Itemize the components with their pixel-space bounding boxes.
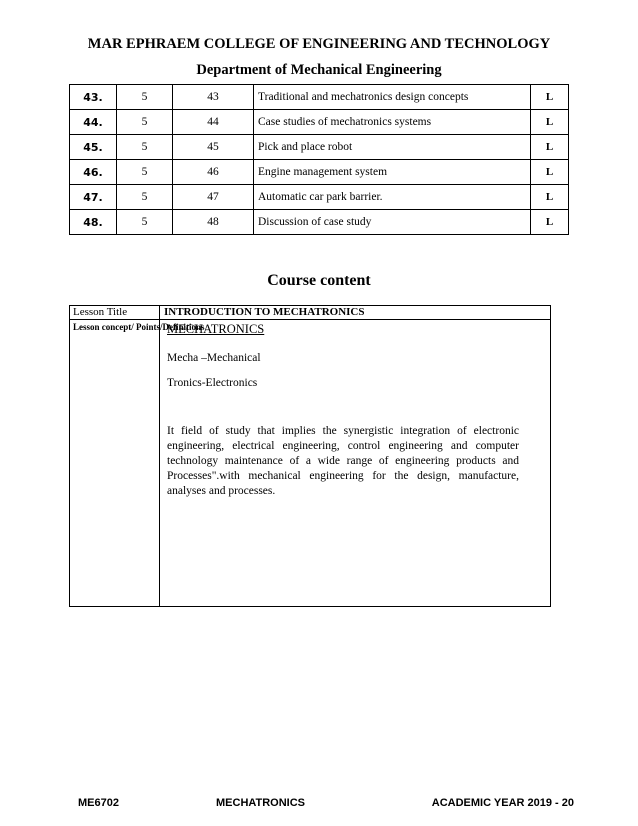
period-cell: 48 (173, 210, 254, 235)
row-number: 47. (70, 185, 117, 210)
unit-cell: 5 (117, 160, 173, 185)
row-number: 46. (70, 160, 117, 185)
period-cell: 44 (173, 110, 254, 135)
lesson-title-value: INTRODUCTION TO MECHATRONICS (164, 306, 365, 318)
topic-cell: Case studies of mechatronics systems (254, 110, 531, 135)
row-number: 43. (70, 85, 117, 110)
mode-cell: L (531, 85, 569, 110)
topic-cell: Engine management system (254, 160, 531, 185)
mode-cell: L (531, 110, 569, 135)
table-row (70, 110, 569, 135)
lesson-content (167, 322, 519, 499)
table-row (70, 185, 569, 210)
department-name: Department of Mechanical Engineering (196, 62, 442, 78)
footer-course-code: ME6702 (78, 797, 119, 809)
lesson-title-label: Lesson Title (73, 306, 128, 318)
content-line-tronics: Tronics-Electronics (167, 377, 258, 389)
mode-cell: L (531, 135, 569, 160)
row-number: 48. (70, 210, 117, 235)
table-row (70, 160, 569, 185)
table-row (70, 210, 569, 235)
footer-academic-year: ACADEMIC YEAR 2019 - 20 (431, 797, 574, 809)
content-heading: MECHATRONICS (167, 322, 265, 336)
table-row (70, 85, 569, 110)
topic-cell: Discussion of case study (254, 210, 531, 235)
mode-cell: L (531, 160, 569, 185)
schedule-table (69, 84, 569, 235)
period-cell: 47 (173, 185, 254, 210)
content-line-mecha: Mecha –Mechanical (167, 352, 261, 364)
topic-cell: Traditional and mechatronics design concepts (254, 85, 531, 110)
footer-course-name: MECHATRONICS (216, 797, 306, 809)
topic-cell: Pick and place robot (254, 135, 531, 160)
column-divider (159, 306, 160, 606)
unit-cell: 5 (117, 185, 173, 210)
topic-cell: Automatic car park barrier. (254, 185, 531, 210)
period-cell: 46 (173, 160, 254, 185)
unit-cell: 5 (117, 85, 173, 110)
row-number: 45. (70, 135, 117, 160)
period-cell: 45 (173, 135, 254, 160)
table-row (70, 135, 569, 160)
content-paragraph: It field of study that implies the synergistic integration of electronic engineering, electrical engineering, control engineering and computer technology maintenance of a wide range of engineering products and Processes".with mechanical engineering for the design, manufacture, analyses and processes. (167, 425, 519, 497)
college-name: MAR EPHRAEM COLLEGE OF ENGINEERING AND TECHNOLOGY (87, 36, 551, 52)
unit-cell: 5 (117, 210, 173, 235)
mode-cell: L (531, 210, 569, 235)
course-content-title: Course content (267, 272, 371, 289)
page-footer (0, 797, 638, 811)
unit-cell: 5 (117, 135, 173, 160)
row-divider (70, 319, 550, 320)
lesson-concept-label: Lesson concept/ Points/Definitions (73, 322, 205, 332)
mode-cell: L (531, 185, 569, 210)
unit-cell: 5 (117, 110, 173, 135)
row-number: 44. (70, 110, 117, 135)
period-cell: 43 (173, 85, 254, 110)
course-content-box (69, 305, 551, 607)
